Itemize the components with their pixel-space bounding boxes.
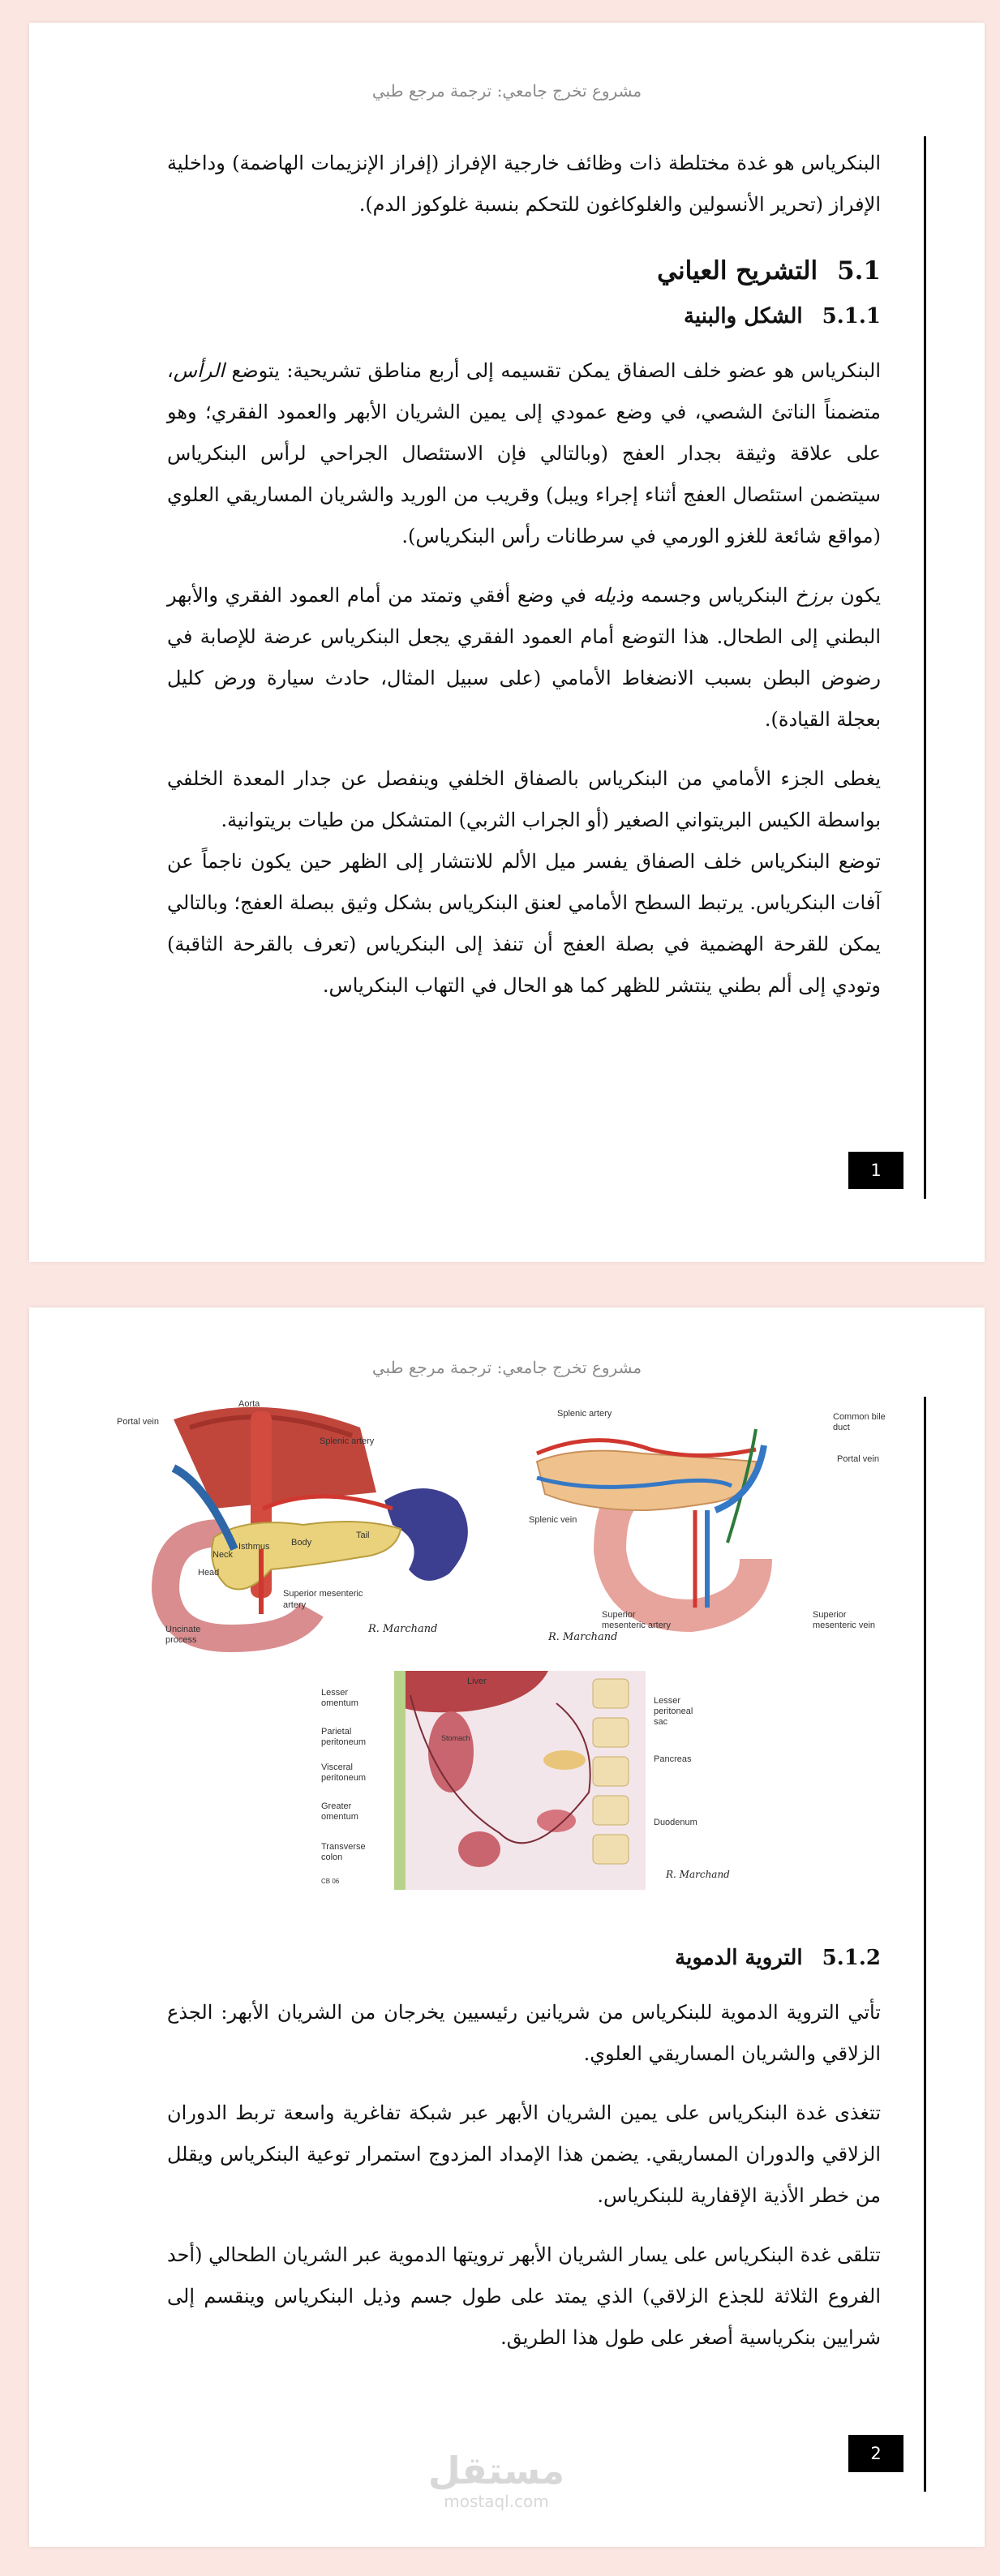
figure-label: peritoneum [321,1737,367,1747]
running-header: مشروع تخرج جامعي: ترجمة مرجع طبي [371,81,642,101]
figure-label: Superior [813,1610,847,1620]
figure-label: Superior mesenteric [283,1589,363,1599]
page-number: 1 [848,1152,903,1189]
figure-label: Lesser [321,1688,349,1698]
page-number: 2 [848,2435,903,2472]
text-run: في وضع أفقي وتمتد من أمام العمود الفقري والأبهر البطني إلى الطحال. هذا التوضع أمام العمود الفقري يجعل البنكرياس عرضة للإصابة في رضوض البطن بسبب الانضغاط الأمامي (على سبيل المثال، حادث سيارة ورض كليل بعجلة القيادة). [167,584,881,731]
figure-label: Pancreas [654,1754,692,1764]
paragraph [167,350,881,557]
figure-label: Common bile [833,1412,886,1422]
figure-label: Aorta [238,1399,260,1409]
text-run: البنكرياس هو عضو خلف الصفاق يمكن تقسيمه إلى أربع مناطق تشريحية: يتوضع [224,359,881,382]
figure-label: omentum [321,1812,358,1822]
paragraph [167,575,881,741]
paragraph: توضع البنكرياس خلف الصفاق يفسر ميل الألم للانتشار إلى الظهر حين يكون ناجماً عن آفات البنكرياس. يرتبط السطح الأمامي لعنق البنكرياس بشكل وثيق ببصلة العفج؛ وبالتالي يمكن للقرحة الهضمية في بصلة العفج أن تنفذ إلى البنكرياس (تعرف بالقرحة الثاقبة) وتودي إلى ألم بطني ينتشر للظهر كما هو الحال في التهاب البنكرياس. [167,850,881,997]
watermark-latin: mostaql.com [444,2492,549,2511]
figure-label: Head [198,1568,220,1578]
pancreas-anatomy-figure [117,1395,498,1655]
figure-label: omentum [321,1698,358,1708]
figure-label: sac [654,1717,668,1727]
figure-label: Splenic artery [320,1436,375,1446]
emphasis-text: الرأس [173,359,225,382]
signature-area [548,1624,646,1648]
figure-label: peritoneal [654,1707,693,1716]
figure-label: Visceral [321,1762,353,1772]
figure-label: Liver [467,1677,487,1686]
figure-label: Isthmus [238,1542,270,1552]
figure-label: Tail [356,1531,370,1540]
emphasis-text: برزخ [795,584,834,607]
subsection-number: 5.1.1 [822,304,881,328]
page-content [167,1934,881,2376]
figure-label: mesenteric vein [813,1621,876,1630]
intro-paragraph: البنكرياس هو غدة مختلطة ذات وظائف خارجية الإفراز (إفراز الإنزيمات الهاضمة) وداخلية الإفراز (تحرير الأنسولين والغلوكاغون للتحكم بنسبة غلوكوز الدم). [167,152,881,216]
figure-label: Duodenum [654,1818,697,1827]
figure-label: colon [321,1853,343,1862]
figure-label: peritoneum [321,1773,367,1783]
running-header: مشروع تخرج جامعي: ترجمة مرجع طبي [371,1358,642,1377]
emphasis-text: وذيله [593,584,634,607]
figure-label: CB 06 [321,1878,340,1885]
subsection-heading [167,1942,881,1974]
figure-label: Portal vein [837,1454,879,1464]
figure-label: process [165,1635,197,1645]
margin-rule [924,1397,926,2492]
figure-label: Lesser [654,1696,681,1706]
paragraph: تتلقى غدة البنكرياس على يسار الشريان الأبهر ترويتها الدموية عبر الشريان الطحالي (أحد الفروع الثلاثة للجذع الزلاقي) الذي يمتد على طول جسم وذيل البنكرياس وينقسم إلى شرايين بنكرياسية أصغر على طول هذا الطريق. [167,2243,881,2349]
paragraph: تأتي التروية الدموية للبنكرياس من شريانين رئيسيين يخرجان من الشريان الأبهر: الجذع الزلاقي والشريان المساريقي العلوي. [167,2001,881,2065]
figure-label: Superior [602,1610,636,1620]
paragraph: تتغذى غدة البنكرياس على يمين الشريان الأبهر عبر شبكة تفاغرية واسعة تربط الدوران الزلاقي والدوران المساريقي. يضمن هذا الإمداد المزدوج استمرار توعية البنكرياس ويقلل من خطر الأذية الإقفارية للبنكرياس. [167,2102,881,2207]
figure-label: mesenteric artery [602,1621,671,1630]
figure-label: Body [291,1538,312,1548]
section-number: 5.1 [837,256,881,286]
peritoneum-section-figure [321,1671,751,1898]
section-title: التشريح العياني [657,256,818,286]
subsection-title: الشكل والبنية [683,304,803,328]
watermark-arabic: مستقل [427,2449,565,2492]
pancreas-vessels-figure [513,1397,886,1656]
artist-signature: R. Marchand [368,1623,438,1635]
subsection-title: التروية الدموية [675,1946,803,1970]
artist-signature: R. Marchand [548,1631,618,1643]
figure-label: Uncinate [165,1625,201,1634]
figure-label: Neck [212,1550,234,1560]
artist-signature: R. Marchand [666,1869,730,1880]
subsection-heading [167,300,881,333]
document-page-1 [29,23,985,1262]
figure-label: Greater [321,1801,352,1811]
subsection-number: 5.1.2 [822,1946,881,1970]
figure-label: artery [283,1600,307,1610]
figure-label: Stomach [441,1734,470,1742]
page-content [167,143,881,1024]
figure-label: Splenic vein [529,1515,577,1525]
figure-label: Splenic artery [557,1409,612,1419]
figure-label: duct [833,1423,850,1432]
paragraph: يغطى الجزء الأمامي من البنكرياس بالصفاق الخلفي وينفصل عن جدار المعدة الخلفي بواسطة الكيس البريتواني الصغير (أو الجراب الثربي) المتشكل من طيات بريتوانية. [167,767,881,831]
text-run: ، متضمناً الناتئ الشصي، في وضع عمودي إلى يمين الشريان الأبهر والعمود الفقري؛ وهو على علاقة وثيقة بجدار العفج (وبالتالي فإن الاستئصال الجراحي لرأس البنكرياس سيتضمن استئصال العفج أثناء إجراء ويبل) وقريب من الوريد والشريان المساريقي العلوي (مواقع شائعة للغزو الورمي في سرطانات رأس البنكرياس). [167,359,881,547]
figure-label: Parietal [321,1727,352,1737]
margin-rule [924,136,926,1199]
figure-label: Portal vein [117,1417,159,1427]
text-run: البنكرياس وجسمه [633,584,796,607]
text-run: يكون [833,584,882,607]
document-page-2 [29,1307,985,2547]
section-heading [167,253,881,289]
figure-label: Transverse [321,1842,366,1852]
site-watermark [415,2449,577,2511]
